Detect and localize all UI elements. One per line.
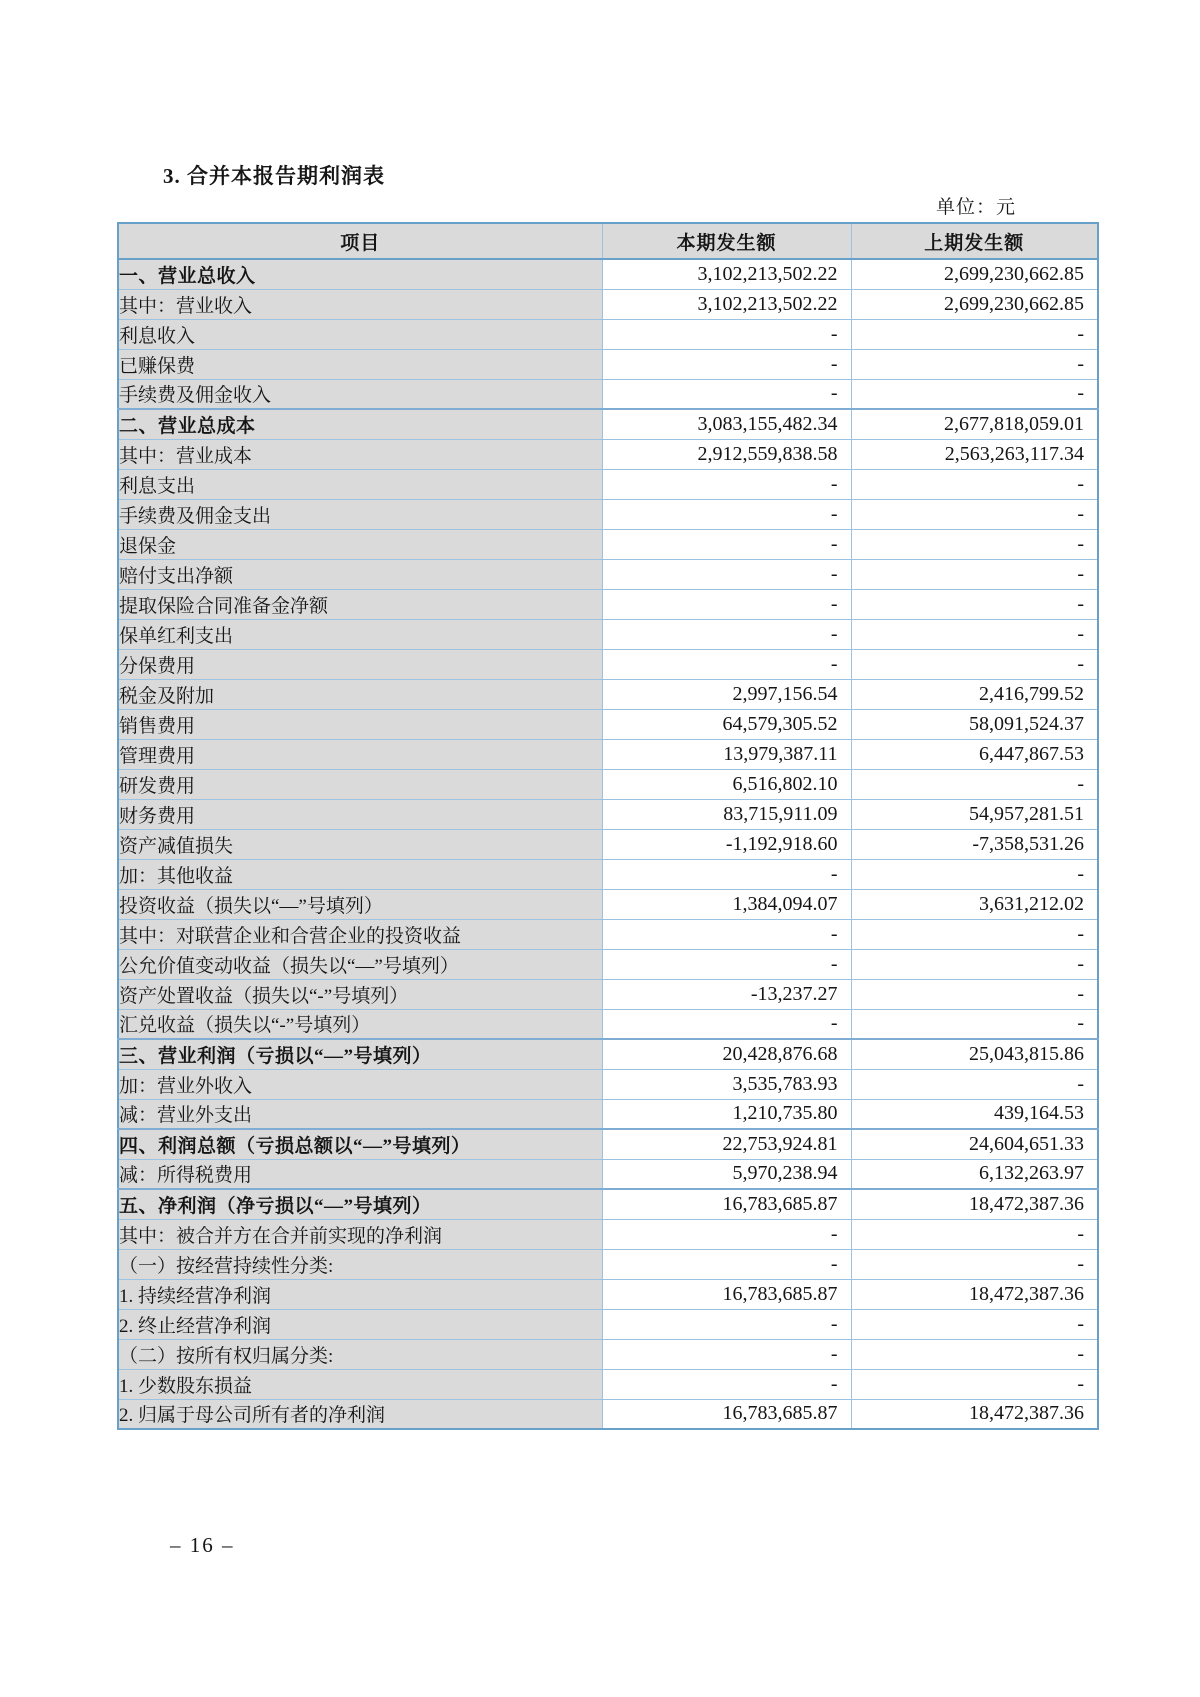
table-row xyxy=(118,1189,1098,1219)
item-label: 减：营业外支出 xyxy=(118,1099,602,1129)
current-period-value: 3,102,213,502.22 xyxy=(602,259,851,289)
prior-period-value: - xyxy=(851,589,1098,619)
prior-period-value: - xyxy=(851,769,1098,799)
current-period-value: - xyxy=(602,559,851,589)
prior-period-value: 6,447,867.53 xyxy=(851,739,1098,769)
column-header-current-period: 本期发生额 xyxy=(602,223,851,259)
prior-period-value: - xyxy=(851,649,1098,679)
item-label: （一）按经营持续性分类: xyxy=(118,1249,602,1279)
table-row xyxy=(118,409,1098,439)
item-label: 保单红利支出 xyxy=(118,619,602,649)
item-label: 汇兑收益（损失以“-”号填列） xyxy=(118,1009,602,1039)
prior-period-value: - xyxy=(851,619,1098,649)
current-period-value: - xyxy=(602,1309,851,1339)
current-period-value: 5,970,238.94 xyxy=(602,1159,851,1189)
item-label: 资产减值损失 xyxy=(118,829,602,859)
table-row xyxy=(118,1309,1098,1339)
prior-period-value: - xyxy=(851,319,1098,349)
current-period-value: - xyxy=(602,349,851,379)
prior-period-value: - xyxy=(851,1009,1098,1039)
prior-period-value: 6,132,263.97 xyxy=(851,1159,1098,1189)
unit-label: 单位：元 xyxy=(935,197,1016,218)
page-number: – 16 – xyxy=(170,1533,235,1557)
item-label: 手续费及佣金收入 xyxy=(118,379,602,409)
item-label: 1. 少数股东损益 xyxy=(118,1369,602,1399)
current-period-value: 83,715,911.09 xyxy=(602,799,851,829)
prior-period-value: - xyxy=(851,559,1098,589)
current-period-value: - xyxy=(602,1249,851,1279)
item-label: 1. 持续经营净利润 xyxy=(118,1279,602,1309)
item-label: 赔付支出净额 xyxy=(118,559,602,589)
prior-period-value: - xyxy=(851,1369,1098,1399)
prior-period-value: 2,416,799.52 xyxy=(851,679,1098,709)
table-row xyxy=(118,799,1098,829)
table-body xyxy=(118,259,1098,1429)
item-label: 利息支出 xyxy=(118,469,602,499)
current-period-value: - xyxy=(602,319,851,349)
prior-period-value: - xyxy=(851,949,1098,979)
table-row xyxy=(118,649,1098,679)
table-row xyxy=(118,1039,1098,1069)
current-period-value: - xyxy=(602,919,851,949)
table-row xyxy=(118,1099,1098,1129)
current-period-value: - xyxy=(602,619,851,649)
item-label: 二、营业总成本 xyxy=(118,409,602,439)
table-row xyxy=(118,709,1098,739)
item-label: 提取保险合同准备金净额 xyxy=(118,589,602,619)
item-label: 其中：营业成本 xyxy=(118,439,602,469)
table-row xyxy=(118,1129,1098,1159)
table-row xyxy=(118,619,1098,649)
current-period-value: 1,384,094.07 xyxy=(602,889,851,919)
current-period-value: 64,579,305.52 xyxy=(602,709,851,739)
current-period-value: -1,192,918.60 xyxy=(602,829,851,859)
prior-period-value: - xyxy=(851,859,1098,889)
item-label: 资产处置收益（损失以“-”号填列） xyxy=(118,979,602,1009)
item-label: 利息收入 xyxy=(118,319,602,349)
prior-period-value: 3,631,212.02 xyxy=(851,889,1098,919)
prior-period-value: 439,164.53 xyxy=(851,1099,1098,1129)
current-period-value: - xyxy=(602,649,851,679)
current-period-value: -13,237.27 xyxy=(602,979,851,1009)
table-row xyxy=(118,1219,1098,1249)
table-row xyxy=(118,679,1098,709)
current-period-value: - xyxy=(602,859,851,889)
item-label: 2. 终止经营净利润 xyxy=(118,1309,602,1339)
prior-period-value: - xyxy=(851,499,1098,529)
table-row xyxy=(118,379,1098,409)
table-row xyxy=(118,919,1098,949)
table-row xyxy=(118,1009,1098,1039)
prior-period-value: 18,472,387.36 xyxy=(851,1279,1098,1309)
table-row xyxy=(118,889,1098,919)
current-period-value: 2,997,156.54 xyxy=(602,679,851,709)
table-row xyxy=(118,829,1098,859)
item-label: 三、营业利润（亏损以“—”号填列） xyxy=(118,1039,602,1069)
table-row xyxy=(118,259,1098,289)
item-label: 管理费用 xyxy=(118,739,602,769)
table-row xyxy=(118,529,1098,559)
table-row xyxy=(118,1249,1098,1279)
prior-period-value: 2,699,230,662.85 xyxy=(851,259,1098,289)
table-row xyxy=(118,1339,1098,1369)
prior-period-value: - xyxy=(851,1219,1098,1249)
table-row xyxy=(118,319,1098,349)
current-period-value: - xyxy=(602,589,851,619)
current-period-value: - xyxy=(602,1009,851,1039)
item-label: 退保金 xyxy=(118,529,602,559)
item-label: 其中：对联营企业和合营企业的投资收益 xyxy=(118,919,602,949)
current-period-value: - xyxy=(602,469,851,499)
column-header-item: 项目 xyxy=(118,223,602,259)
current-period-value: - xyxy=(602,379,851,409)
item-label: （二）按所有权归属分类: xyxy=(118,1339,602,1369)
table-row xyxy=(118,859,1098,889)
table-row xyxy=(118,769,1098,799)
column-header-prior-period: 上期发生额 xyxy=(851,223,1098,259)
table-row xyxy=(118,979,1098,1009)
item-label: 已赚保费 xyxy=(118,349,602,379)
prior-period-value: 25,043,815.86 xyxy=(851,1039,1098,1069)
table-row xyxy=(118,1159,1098,1189)
table-row xyxy=(118,949,1098,979)
current-period-value: 6,516,802.10 xyxy=(602,769,851,799)
item-label: 加：其他收益 xyxy=(118,859,602,889)
prior-period-value: 24,604,651.33 xyxy=(851,1129,1098,1159)
item-label: 其中：被合并方在合并前实现的净利润 xyxy=(118,1219,602,1249)
item-label: 手续费及佣金支出 xyxy=(118,499,602,529)
current-period-value: 3,535,783.93 xyxy=(602,1069,851,1099)
current-period-value: - xyxy=(602,1369,851,1399)
prior-period-value: - xyxy=(851,1069,1098,1099)
item-label: 财务费用 xyxy=(118,799,602,829)
table-row xyxy=(118,1369,1098,1399)
prior-period-value: 54,957,281.51 xyxy=(851,799,1098,829)
prior-period-value: - xyxy=(851,919,1098,949)
item-label: 分保费用 xyxy=(118,649,602,679)
prior-period-value: - xyxy=(851,529,1098,559)
prior-period-value: 2,563,263,117.34 xyxy=(851,439,1098,469)
current-period-value: 3,083,155,482.34 xyxy=(602,409,851,439)
prior-period-value: - xyxy=(851,1309,1098,1339)
current-period-value: - xyxy=(602,949,851,979)
table-row xyxy=(118,1399,1098,1429)
prior-period-value: - xyxy=(851,469,1098,499)
current-period-value: - xyxy=(602,1339,851,1369)
table-row xyxy=(118,349,1098,379)
item-label: 公允价值变动收益（损失以“—”号填列） xyxy=(118,949,602,979)
prior-period-value: - xyxy=(851,1339,1098,1369)
income-statement-table xyxy=(117,222,1099,1430)
current-period-value: 3,102,213,502.22 xyxy=(602,289,851,319)
table-row xyxy=(118,499,1098,529)
current-period-value: 22,753,924.81 xyxy=(602,1129,851,1159)
table-row xyxy=(118,559,1098,589)
item-label: 一、营业总收入 xyxy=(118,259,602,289)
item-label: 其中：营业收入 xyxy=(118,289,602,319)
current-period-value: - xyxy=(602,1219,851,1249)
item-label: 五、净利润（净亏损以“—”号填列） xyxy=(118,1189,602,1219)
prior-period-value: -7,358,531.26 xyxy=(851,829,1098,859)
table-row xyxy=(118,1279,1098,1309)
header-row xyxy=(118,223,1098,259)
table-row xyxy=(118,289,1098,319)
item-label: 减：所得税费用 xyxy=(118,1159,602,1189)
current-period-value: 13,979,387.11 xyxy=(602,739,851,769)
prior-period-value: 2,699,230,662.85 xyxy=(851,289,1098,319)
item-label: 投资收益（损失以“—”号填列） xyxy=(118,889,602,919)
current-period-value: 20,428,876.68 xyxy=(602,1039,851,1069)
prior-period-value: - xyxy=(851,349,1098,379)
current-period-value: - xyxy=(602,499,851,529)
item-label: 销售费用 xyxy=(118,709,602,739)
prior-period-value: - xyxy=(851,979,1098,1009)
table-row xyxy=(118,1069,1098,1099)
prior-period-value: 2,677,818,059.01 xyxy=(851,409,1098,439)
prior-period-value: 18,472,387.36 xyxy=(851,1399,1098,1429)
table-row xyxy=(118,739,1098,769)
current-period-value: - xyxy=(602,529,851,559)
prior-period-value: - xyxy=(851,379,1098,409)
table-row xyxy=(118,469,1098,499)
current-period-value: 16,783,685.87 xyxy=(602,1399,851,1429)
current-period-value: 16,783,685.87 xyxy=(602,1189,851,1219)
table-row xyxy=(118,589,1098,619)
item-label: 研发费用 xyxy=(118,769,602,799)
table-header xyxy=(118,223,1098,259)
prior-period-value: - xyxy=(851,1249,1098,1279)
current-period-value: 1,210,735.80 xyxy=(602,1099,851,1129)
item-label: 四、利润总额（亏损总额以“—”号填列） xyxy=(118,1129,602,1159)
item-label: 加：营业外收入 xyxy=(118,1069,602,1099)
item-label: 2. 归属于母公司所有者的净利润 xyxy=(118,1399,602,1429)
item-label: 税金及附加 xyxy=(118,679,602,709)
prior-period-value: 58,091,524.37 xyxy=(851,709,1098,739)
page-title: 3. 合并本报告期利润表 xyxy=(163,164,385,188)
current-period-value: 2,912,559,838.58 xyxy=(602,439,851,469)
prior-period-value: 18,472,387.36 xyxy=(851,1189,1098,1219)
table-row xyxy=(118,439,1098,469)
current-period-value: 16,783,685.87 xyxy=(602,1279,851,1309)
